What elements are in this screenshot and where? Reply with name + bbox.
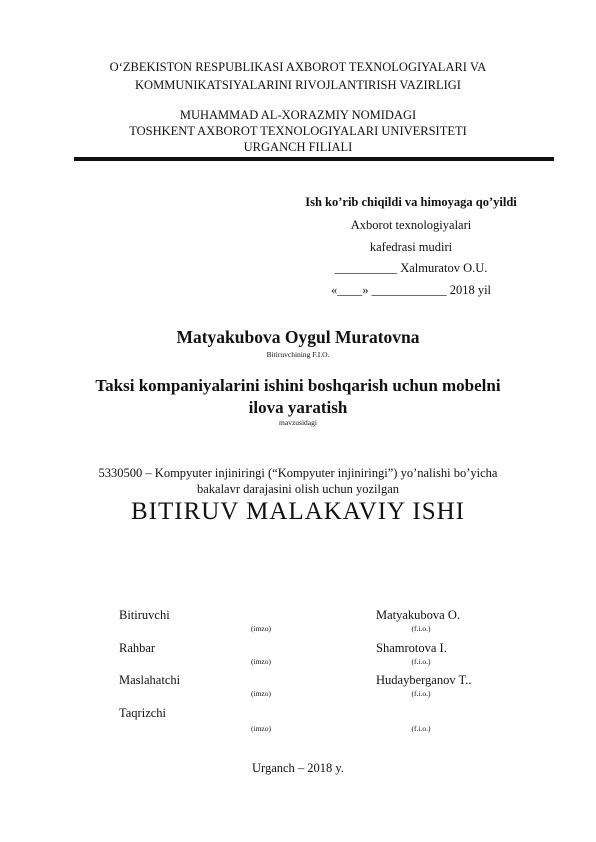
thesis-title: BITIRUV MALAKAVIY ISHI — [130, 498, 466, 525]
name-caption: (f.i.o.) — [411, 689, 431, 698]
university-line-3: URGANCH FILIALI — [243, 140, 353, 154]
signature-caption: (imzo) — [251, 624, 271, 633]
approval-date-line: «____» ____________ 2018 yil — [330, 283, 492, 297]
signature-name: Shamrotova I. — [376, 641, 447, 655]
thesis-topic-line-2: ilova yaratish — [248, 398, 348, 417]
name-caption: (f.i.o.) — [411, 724, 431, 733]
topic-caption: mavzusidagi — [279, 418, 317, 427]
thesis-topic-line-1: Taksi kompaniyalarini ishini boshqarish uchun mobelni — [95, 376, 501, 395]
university-heading — [0, 107, 596, 155]
approval-head-signature: __________ Xalmuratov O.U. — [334, 261, 488, 275]
signature-name: Matyakubova O. — [376, 608, 461, 622]
student-name-caption: Bitiruvchining F.I.O. — [266, 350, 330, 359]
ministry-line-2: KOMMUNIKATSIYALARINI RIVOJLANTIRISH VAZIRLIGI — [135, 78, 461, 92]
signature-caption: (imzo) — [251, 689, 271, 698]
program-line-2: bakalavr darajasini olish uchun yozilgan — [196, 482, 400, 496]
university-line-1: MUHAMMAD AL-XORAZMIY NOMIDAGI — [179, 108, 417, 122]
ministry-heading — [0, 58, 596, 94]
name-caption: (f.i.o.) — [411, 657, 431, 666]
signature-name: Hudayberganov T.. — [376, 673, 472, 687]
ministry-line-1: O‘ZBEKISTON RESPUBLIKASI AXBOROT TEXNOLOGIYALARI VA — [109, 60, 487, 74]
signature-caption: (imzo) — [251, 724, 271, 733]
signature-role: Maslahatchi — [119, 673, 181, 687]
header-divider — [74, 157, 554, 161]
student-full-name: Matyakubova Oygul Muratovna — [176, 327, 420, 347]
thesis-topic — [0, 375, 596, 419]
university-line-2: TOSHKENT AXBOROT TEXNOLOGIYALARI UNIVERSITETI — [129, 124, 467, 138]
name-caption: (f.i.o.) — [411, 624, 431, 633]
program-line-1: 5330500 – Kompyuter injiniringi (“Kompyuter injiniringi”) yo’nalishi bo’yicha — [98, 466, 498, 480]
signature-role: Rahbar — [119, 641, 156, 655]
approval-heading: Ish ko’rib chiqildi va himoyaga qo’yildi — [305, 195, 517, 209]
program-description — [0, 465, 596, 497]
signature-role: Bitiruvchi — [119, 608, 170, 622]
approval-position: kafedrasi mudiri — [369, 240, 453, 254]
signature-caption: (imzo) — [251, 657, 271, 666]
place-and-year: Urganch – 2018 y. — [252, 761, 344, 775]
approval-department: Axborot texnologiyalari — [350, 218, 472, 232]
signature-role: Taqrizchi — [119, 706, 167, 720]
